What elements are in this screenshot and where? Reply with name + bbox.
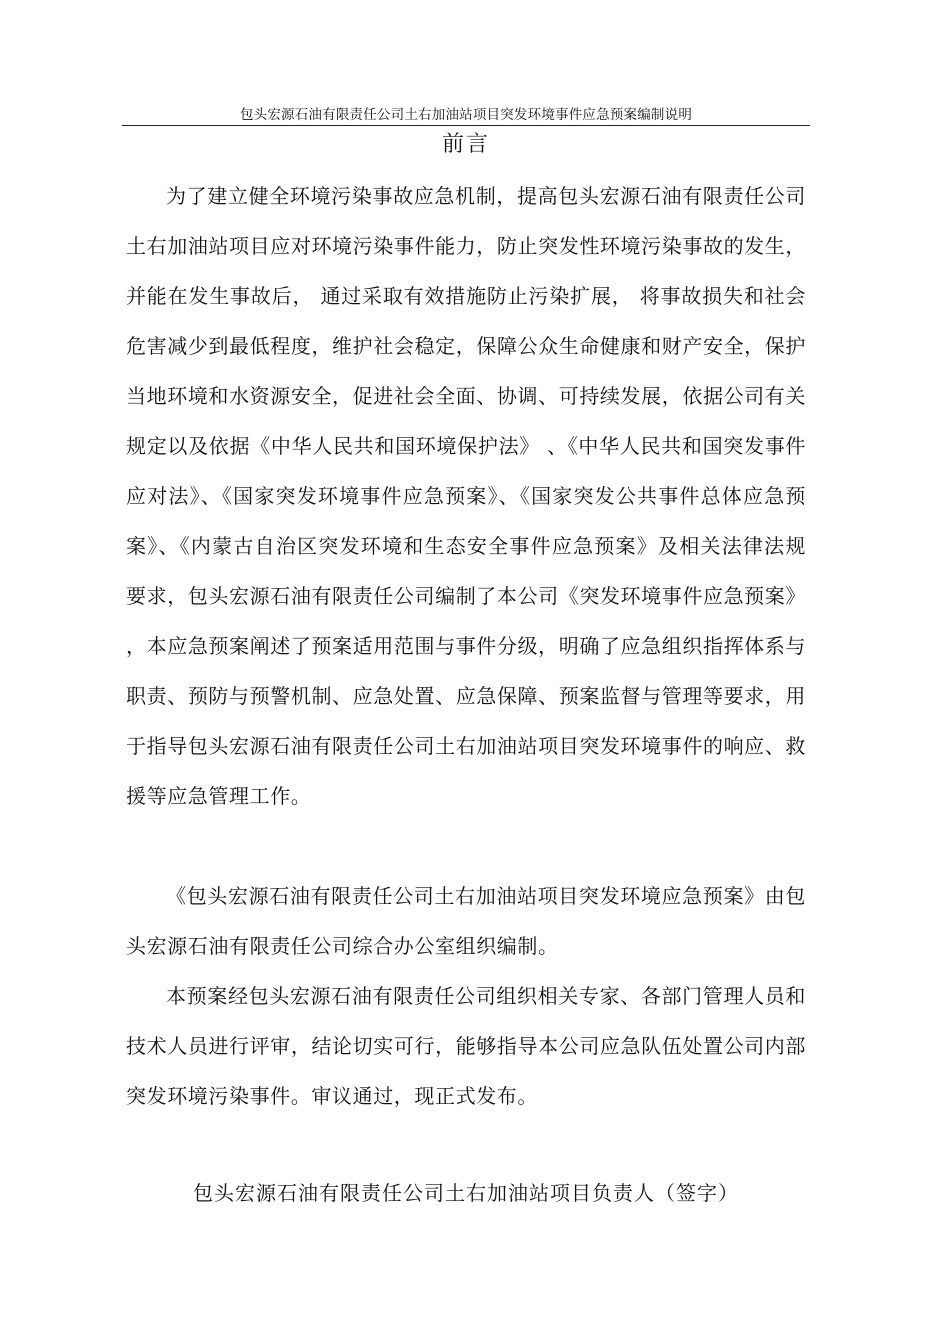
paragraph-approval: 本预案经包头宏源石油有限责任公司组织相关专家、各部门管理人员和技术人员进行评审，结论切实可行，能够指导本公司应急队伍处置公司内部突发环境污染事件。审议通过，现正式发布。 <box>126 984 806 1108</box>
paragraph-compilation: 《包头宏源石油有限责任公司土右加油站项目突发环境应急预案》由包头宏源石油有限责任公司综合办公室组织编制。 <box>126 884 806 958</box>
paragraph-purpose: 为了建立健全环境污染事故应急机制，提高包头宏源石油有限责任公司土右加油站项目应对环境污染事件能力，防止突发性环境污染事故的发生，并能在发生事故后， 通过采取有效措施防止污染扩展， 将事故损失和社会危害减少到最低程度，维护社会稳定，保障公众生命健康和财产安全，保护当地环境和水资源安全，促进社会全面、协调、可持续发展，依据公司有关规定以及依据《中华人民共和国环境保护法》 、《中华人民共和国突发事件应对法》、《国家突发环境事件应急预案》、《国家突发公共事件总体应急预案》、《内蒙古自治区突发环境和生态安全事件应急预案》及相关法律法规要求，包头宏源石油有限责任公司编制了本公司《突发环境事件应急预案》 ，本应急预案阐述了预案适用范围与事件分级，明确了应急组织指挥体系与职责、预防与预警机制、应急处置、应急保障、预案监督与管理等要求，用于指导包头宏源石油有限责任公司土右加油站项目突发环境事件的响应、救援等应急管理工作。 <box>126 184 806 808</box>
header-divider <box>122 125 810 126</box>
running-header: 包头宏源石油有限责任公司土右加油站项目突发环境事件应急预案编制说明 <box>239 107 693 123</box>
page-title: 前言 <box>441 132 490 157</box>
signature-line: 包头宏源石油有限责任公司土右加油站项目负责人（签字） <box>193 1181 739 1205</box>
